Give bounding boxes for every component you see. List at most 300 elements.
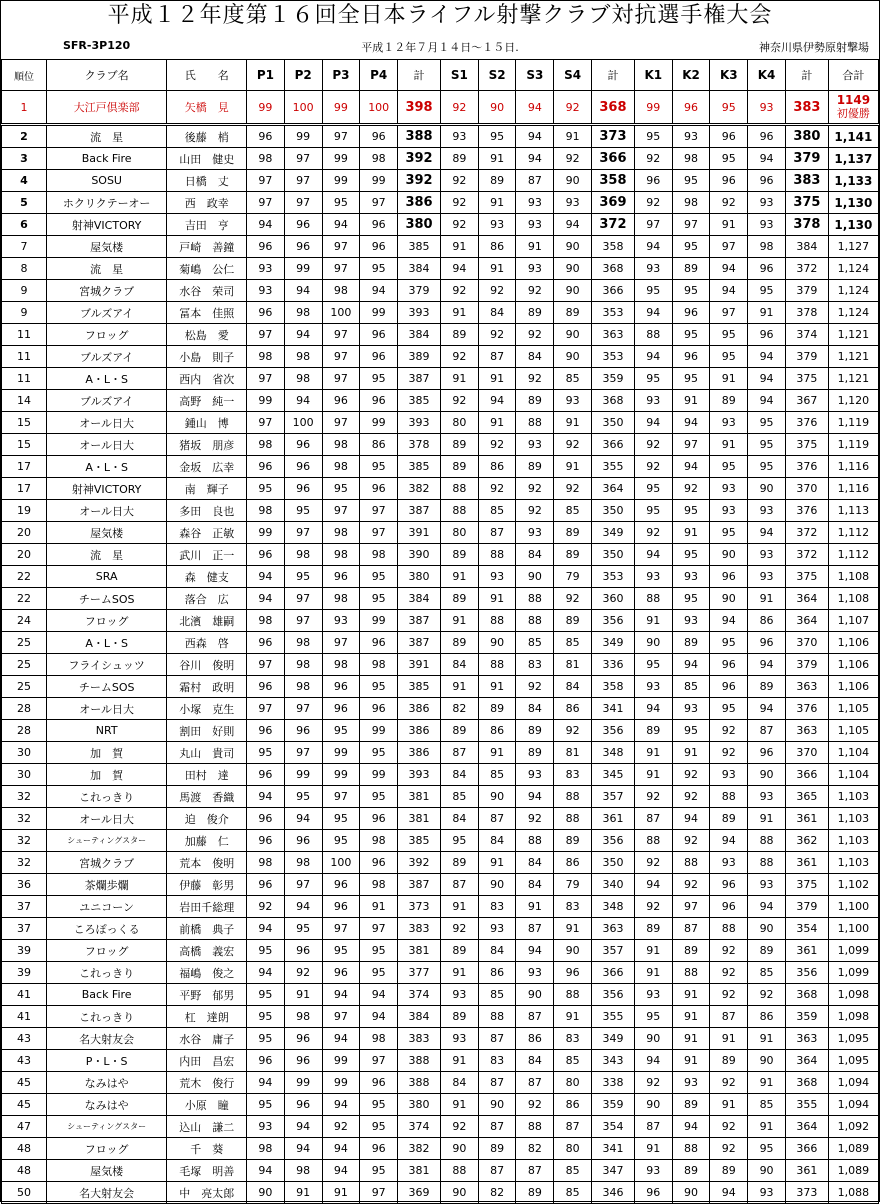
score-cell: 87 — [554, 1116, 592, 1138]
score-cell: 95 — [710, 148, 748, 170]
score-cell: 95 — [284, 786, 322, 808]
subtotal-cell: 355 — [785, 1094, 828, 1116]
subtotal-cell: 387 — [398, 874, 441, 896]
club-cell: フライシュッツ — [46, 654, 166, 676]
score-cell: 87 — [440, 874, 478, 896]
score-cell: 94 — [710, 610, 748, 632]
score-cell: 95 — [284, 500, 322, 522]
subtotal-cell: 364 — [785, 610, 828, 632]
score-cell: 90 — [478, 91, 516, 125]
subtotal-cell: 355 — [592, 456, 635, 478]
subtotal-cell: 353 — [592, 302, 635, 324]
name-cell: 田村 達 — [167, 764, 247, 786]
score-cell: 95 — [360, 742, 398, 764]
score-cell: 96 — [247, 764, 285, 786]
score-cell: 95 — [360, 566, 398, 588]
rank-cell: 28 — [2, 698, 47, 720]
subtotal-cell: 364 — [592, 478, 635, 500]
score-cell: 91 — [710, 214, 748, 236]
score-cell: 88 — [748, 830, 786, 852]
score-cell: 94 — [672, 412, 710, 434]
score-cell: 92 — [554, 478, 592, 500]
table-row — [2, 1116, 879, 1138]
club-cell: ブルズアイ — [46, 346, 166, 368]
score-cell: 99 — [284, 125, 322, 148]
subtotal-cell: 385 — [398, 676, 441, 698]
score-cell: 93 — [554, 192, 592, 214]
score-cell: 95 — [247, 742, 285, 764]
name-cell: 落合 広 — [167, 588, 247, 610]
table-row — [2, 125, 879, 148]
score-cell: 91 — [634, 940, 672, 962]
score-cell: 94 — [710, 830, 748, 852]
subtotal-cell: 366 — [592, 962, 635, 984]
score-cell: 86 — [554, 1094, 592, 1116]
score-cell: 92 — [516, 324, 554, 346]
score-cell: 88 — [748, 852, 786, 874]
score-cell: 83 — [554, 1028, 592, 1050]
score-cell: 88 — [554, 786, 592, 808]
score-cell: 95 — [322, 720, 360, 742]
score-cell: 95 — [672, 280, 710, 302]
score-cell: 93 — [710, 852, 748, 874]
total-cell: 1,088 — [828, 1182, 878, 1204]
score-cell: 89 — [516, 456, 554, 478]
score-cell: 96 — [322, 566, 360, 588]
rank-cell: 9 — [2, 280, 47, 302]
rank-cell: 30 — [2, 742, 47, 764]
score-cell: 95 — [284, 566, 322, 588]
score-cell: 96 — [284, 720, 322, 742]
total-cell: 1,141 — [828, 125, 878, 148]
score-cell: 91 — [710, 1028, 748, 1050]
club-cell: これっきり — [46, 1006, 166, 1028]
name-cell: 武川 正一 — [167, 544, 247, 566]
score-cell: 83 — [478, 1050, 516, 1072]
score-cell: 85 — [748, 1094, 786, 1116]
total-cell: 1,106 — [828, 676, 878, 698]
score-cell: 91 — [516, 236, 554, 258]
score-cell: 94 — [634, 544, 672, 566]
score-cell: 99 — [247, 522, 285, 544]
subtotal-cell: 356 — [592, 830, 635, 852]
score-cell: 87 — [478, 522, 516, 544]
name-cell: 小島 則子 — [167, 346, 247, 368]
score-cell: 86 — [554, 852, 592, 874]
score-cell: 98 — [360, 544, 398, 566]
score-cell: 91 — [634, 962, 672, 984]
score-cell: 98 — [360, 654, 398, 676]
subtotal-cell: 393 — [398, 412, 441, 434]
score-cell: 93 — [672, 698, 710, 720]
score-cell: 94 — [672, 808, 710, 830]
score-cell: 97 — [360, 522, 398, 544]
name-cell: 多田 良也 — [167, 500, 247, 522]
header-cell: P2 — [284, 60, 322, 91]
total-cell: 1,112 — [828, 544, 878, 566]
name-cell: 杠 達朗 — [167, 1006, 247, 1028]
score-cell: 96 — [360, 346, 398, 368]
score-cell: 92 — [516, 280, 554, 302]
score-cell: 91 — [634, 742, 672, 764]
score-cell: 89 — [710, 1160, 748, 1182]
score-cell: 89 — [748, 940, 786, 962]
score-cell: 89 — [516, 390, 554, 412]
score-cell: 86 — [554, 698, 592, 720]
name-cell: 千 葵 — [167, 1138, 247, 1160]
subtotal-cell: 383 — [398, 918, 441, 940]
score-cell: 97 — [247, 170, 285, 192]
score-cell: 91 — [440, 962, 478, 984]
rank-cell: 11 — [2, 368, 47, 390]
subtotal-cell: 381 — [398, 940, 441, 962]
score-cell: 100 — [284, 412, 322, 434]
club-cell: 射神VICTORY — [46, 478, 166, 500]
score-cell: 88 — [478, 544, 516, 566]
score-cell: 97 — [322, 258, 360, 280]
table-row — [2, 1006, 879, 1028]
score-cell: 96 — [748, 632, 786, 654]
score-cell: 95 — [634, 654, 672, 676]
rank-cell: 48 — [2, 1138, 47, 1160]
rank-cell: 39 — [2, 940, 47, 962]
score-cell: 80 — [554, 1138, 592, 1160]
score-cell: 91 — [440, 610, 478, 632]
score-cell: 96 — [710, 654, 748, 676]
rank-cell: 45 — [2, 1094, 47, 1116]
score-cell: 87 — [478, 1116, 516, 1138]
name-cell: 水谷 荣司 — [167, 280, 247, 302]
rank-cell: 7 — [2, 236, 47, 258]
table-row — [2, 654, 879, 676]
score-cell: 85 — [554, 1050, 592, 1072]
score-cell: 89 — [672, 1094, 710, 1116]
score-cell: 88 — [554, 984, 592, 1006]
score-cell: 90 — [710, 544, 748, 566]
score-cell: 98 — [247, 434, 285, 456]
club-cell: オール日大 — [46, 808, 166, 830]
score-cell: 86 — [748, 610, 786, 632]
score-cell: 89 — [748, 676, 786, 698]
score-cell: 89 — [516, 742, 554, 764]
score-cell: 93 — [516, 962, 554, 984]
score-cell: 89 — [516, 720, 554, 742]
score-cell: 97 — [284, 192, 322, 214]
score-cell: 94 — [710, 258, 748, 280]
score-cell: 94 — [748, 896, 786, 918]
score-cell: 92 — [440, 192, 478, 214]
total-cell: 1,120 — [828, 390, 878, 412]
score-cell: 80 — [440, 412, 478, 434]
rank-cell: 41 — [2, 1006, 47, 1028]
table-row — [2, 566, 879, 588]
table-row — [2, 148, 879, 170]
score-cell: 93 — [748, 192, 786, 214]
score-cell: 91 — [672, 1050, 710, 1072]
score-cell: 94 — [554, 214, 592, 236]
score-cell: 85 — [440, 786, 478, 808]
score-cell: 94 — [634, 412, 672, 434]
total-cell: 1,094 — [828, 1072, 878, 1094]
score-cell: 89 — [440, 940, 478, 962]
score-cell: 94 — [634, 346, 672, 368]
score-cell: 91 — [440, 236, 478, 258]
score-cell: 99 — [360, 412, 398, 434]
score-cell: 81 — [554, 742, 592, 764]
subtotal-cell: 373 — [785, 1182, 828, 1204]
score-cell: 84 — [440, 654, 478, 676]
total-cell: 1,104 — [828, 742, 878, 764]
rank-cell: 37 — [2, 918, 47, 940]
score-cell: 82 — [478, 1182, 516, 1204]
score-cell: 92 — [440, 170, 478, 192]
subtotal-cell: 384 — [398, 324, 441, 346]
score-cell: 93 — [516, 258, 554, 280]
score-cell: 91 — [672, 390, 710, 412]
score-cell: 93 — [554, 390, 592, 412]
subtotal-cell: 385 — [398, 236, 441, 258]
subtotal-cell: 378 — [785, 302, 828, 324]
total-cell: 1,108 — [828, 588, 878, 610]
rank-cell: 5 — [2, 192, 47, 214]
club-cell: 加 賀 — [46, 742, 166, 764]
score-cell: 91 — [672, 1006, 710, 1028]
name-cell: 毛塚 明善 — [167, 1160, 247, 1182]
score-cell: 87 — [478, 1160, 516, 1182]
score-cell: 95 — [360, 258, 398, 280]
score-cell: 88 — [516, 830, 554, 852]
total-cell: 1,127 — [828, 236, 878, 258]
score-cell: 93 — [247, 280, 285, 302]
name-cell: 内田 昌宏 — [167, 1050, 247, 1072]
score-cell: 96 — [247, 632, 285, 654]
club-cell: NRT — [46, 720, 166, 742]
name-cell: 吉田 亨 — [167, 214, 247, 236]
score-cell: 95 — [360, 962, 398, 984]
score-cell: 85 — [672, 676, 710, 698]
rank-cell: 24 — [2, 610, 47, 632]
club-cell: ブルズアイ — [46, 302, 166, 324]
score-cell: 84 — [440, 764, 478, 786]
score-cell: 85 — [478, 984, 516, 1006]
score-cell: 86 — [478, 962, 516, 984]
subtotal-cell: 392 — [398, 148, 441, 170]
score-cell: 96 — [748, 170, 786, 192]
subtotal-cell: 375 — [785, 566, 828, 588]
score-cell: 96 — [247, 1050, 285, 1072]
score-cell: 91 — [440, 368, 478, 390]
subtotal-cell: 382 — [398, 1138, 441, 1160]
rank-cell: 25 — [2, 676, 47, 698]
score-cell: 84 — [516, 544, 554, 566]
score-cell: 91 — [672, 984, 710, 1006]
subtotal-cell: 380 — [785, 125, 828, 148]
score-cell: 84 — [516, 852, 554, 874]
club-cell: これっきり — [46, 962, 166, 984]
score-cell: 86 — [516, 1028, 554, 1050]
score-cell: 88 — [440, 1160, 478, 1182]
score-cell: 98 — [360, 874, 398, 896]
score-cell: 95 — [710, 456, 748, 478]
subtotal-cell: 359 — [592, 368, 635, 390]
score-cell: 95 — [672, 170, 710, 192]
score-cell: 92 — [554, 720, 592, 742]
score-cell: 89 — [440, 588, 478, 610]
score-cell: 95 — [634, 125, 672, 148]
rank-cell: 25 — [2, 654, 47, 676]
subtotal-cell: 370 — [785, 632, 828, 654]
score-cell: 95 — [360, 456, 398, 478]
score-cell: 91 — [478, 148, 516, 170]
score-cell: 96 — [284, 1050, 322, 1072]
score-cell: 91 — [710, 1094, 748, 1116]
name-cell: 高橋 義宏 — [167, 940, 247, 962]
score-cell: 98 — [284, 544, 322, 566]
score-cell: 94 — [247, 786, 285, 808]
score-cell: 89 — [516, 1182, 554, 1204]
score-cell: 89 — [440, 720, 478, 742]
table-row — [2, 368, 879, 390]
event-date: 平成１２年７月１４日～１５日. — [361, 41, 519, 54]
score-cell: 90 — [478, 786, 516, 808]
score-cell: 98 — [247, 610, 285, 632]
name-cell: 戸崎 善鐘 — [167, 236, 247, 258]
subtotal-cell: 361 — [785, 940, 828, 962]
score-cell: 93 — [516, 214, 554, 236]
score-cell: 92 — [554, 91, 592, 125]
score-cell: 88 — [478, 654, 516, 676]
score-cell: 97 — [322, 368, 360, 390]
score-cell: 93 — [440, 125, 478, 148]
score-cell: 92 — [554, 148, 592, 170]
rank-cell: 20 — [2, 522, 47, 544]
table-row — [2, 324, 879, 346]
rank-cell: 22 — [2, 588, 47, 610]
score-cell: 95 — [672, 588, 710, 610]
table-row — [2, 1138, 879, 1160]
score-cell: 98 — [247, 148, 285, 170]
score-cell: 91 — [748, 302, 786, 324]
table-row — [2, 1072, 879, 1094]
score-cell: 86 — [478, 720, 516, 742]
subtotal-cell: 375 — [785, 434, 828, 456]
score-cell: 96 — [284, 434, 322, 456]
club-cell: SRA — [46, 566, 166, 588]
name-cell: 荒木 俊行 — [167, 1072, 247, 1094]
score-cell: 96 — [247, 808, 285, 830]
score-cell: 87 — [672, 918, 710, 940]
score-cell: 87 — [710, 1006, 748, 1028]
subtotal-cell: 386 — [398, 192, 441, 214]
subtotal-cell: 387 — [398, 500, 441, 522]
total-cell: 1,121 — [828, 324, 878, 346]
score-cell: 98 — [360, 830, 398, 852]
table-row — [2, 830, 879, 852]
rank-cell: 9 — [2, 302, 47, 324]
subtotal-cell: 367 — [785, 390, 828, 412]
score-cell: 90 — [748, 918, 786, 940]
club-cell: 加 賀 — [46, 764, 166, 786]
subtotal-cell: 376 — [785, 500, 828, 522]
score-cell: 88 — [634, 324, 672, 346]
score-cell: 97 — [710, 236, 748, 258]
score-cell: 84 — [478, 302, 516, 324]
table-row — [2, 1028, 879, 1050]
name-cell: 前橋 典子 — [167, 918, 247, 940]
subtotal-cell: 383 — [785, 170, 828, 192]
score-cell: 91 — [748, 588, 786, 610]
score-cell: 92 — [710, 984, 748, 1006]
header-cell: K2 — [672, 60, 710, 91]
score-cell: 93 — [672, 566, 710, 588]
rank-cell: 22 — [2, 566, 47, 588]
score-cell: 94 — [748, 368, 786, 390]
score-cell: 90 — [748, 1050, 786, 1072]
table-row — [2, 1160, 879, 1182]
score-cell: 93 — [748, 214, 786, 236]
rank-cell: 48 — [2, 1160, 47, 1182]
score-cell: 100 — [284, 91, 322, 125]
score-cell: 92 — [478, 324, 516, 346]
name-cell: 中 亮太郎 — [167, 1182, 247, 1204]
name-cell: 高野 純一 — [167, 390, 247, 412]
score-cell: 98 — [284, 1160, 322, 1182]
rank-cell: 39 — [2, 962, 47, 984]
total-cell: 1,100 — [828, 918, 878, 940]
score-cell: 99 — [322, 1050, 360, 1072]
club-cell: P・L・S — [46, 1050, 166, 1072]
score-cell: 94 — [516, 148, 554, 170]
score-cell: 94 — [284, 896, 322, 918]
subtotal-cell: 369 — [592, 192, 635, 214]
score-cell: 100 — [360, 91, 398, 125]
score-cell: 94 — [284, 280, 322, 302]
table-row — [2, 984, 879, 1006]
score-cell: 85 — [516, 632, 554, 654]
score-cell: 96 — [672, 91, 710, 125]
total-cell: 1,121 — [828, 346, 878, 368]
score-cell: 100 — [322, 302, 360, 324]
score-cell: 96 — [710, 676, 748, 698]
score-cell: 80 — [440, 522, 478, 544]
score-cell: 91 — [478, 676, 516, 698]
subtotal-cell: 377 — [398, 962, 441, 984]
score-cell: 82 — [516, 1138, 554, 1160]
club-cell: オール日大 — [46, 698, 166, 720]
score-cell: 95 — [710, 698, 748, 720]
score-cell: 99 — [247, 91, 285, 125]
name-cell: 松島 愛 — [167, 324, 247, 346]
subtotal-cell: 379 — [785, 148, 828, 170]
score-cell: 91 — [634, 1138, 672, 1160]
score-cell: 96 — [710, 896, 748, 918]
score-cell: 97 — [322, 786, 360, 808]
page-title: 平成１２年度第１６回全日本ライフル射撃クラブ対抗選手権大会 — [107, 3, 773, 28]
score-cell: 88 — [440, 478, 478, 500]
score-cell: 96 — [748, 125, 786, 148]
score-cell: 96 — [554, 962, 592, 984]
score-cell: 93 — [710, 500, 748, 522]
table-row — [2, 478, 879, 500]
score-cell: 93 — [634, 1160, 672, 1182]
score-cell: 97 — [322, 632, 360, 654]
score-cell: 96 — [360, 214, 398, 236]
score-cell: 95 — [710, 346, 748, 368]
subtotal-cell: 354 — [785, 918, 828, 940]
score-cell: 97 — [672, 896, 710, 918]
club-cell: A・L・S — [46, 456, 166, 478]
total-cell: 1,106 — [828, 632, 878, 654]
